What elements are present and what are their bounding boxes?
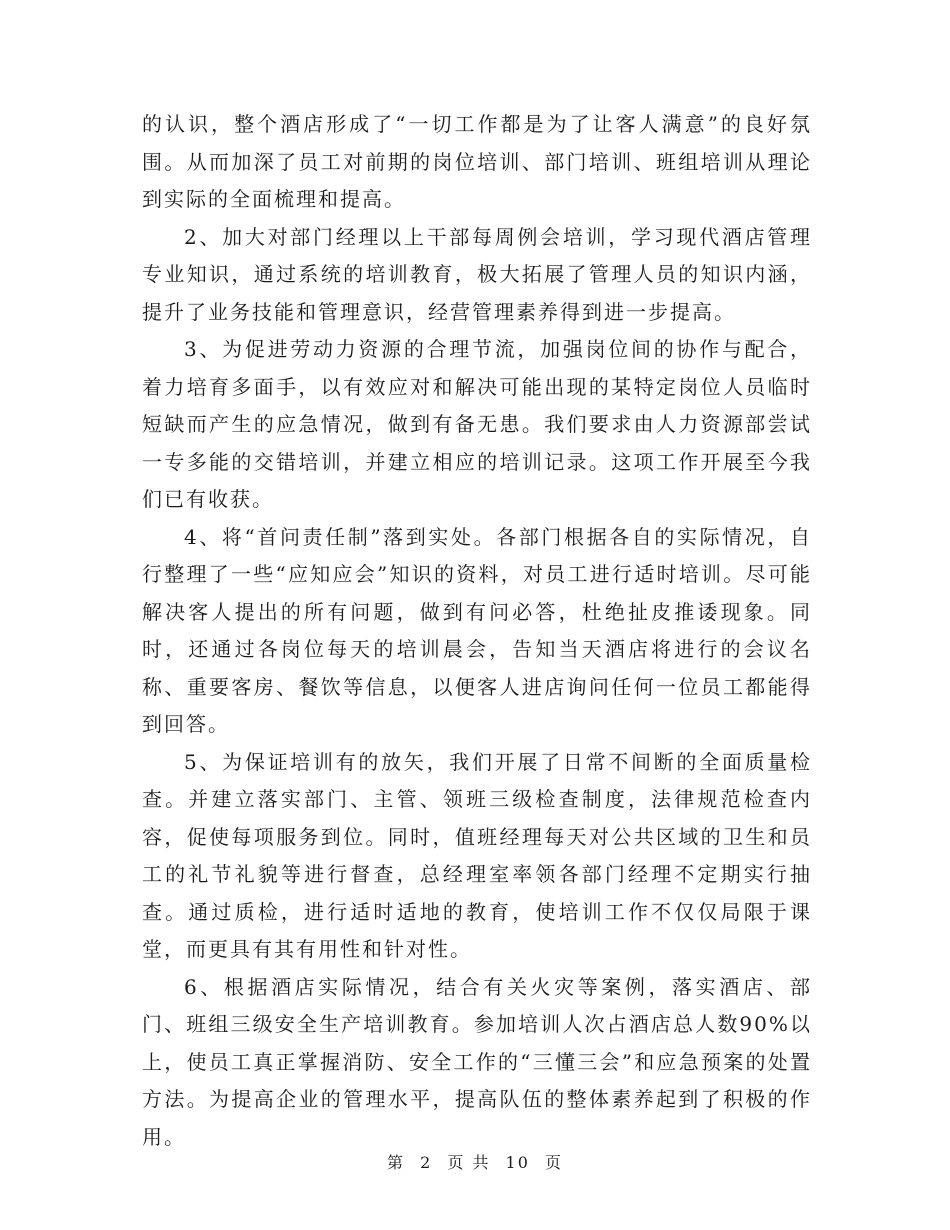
paragraph-item-2: 2、加大对部门经理以上干部每周例会培训，学习现代酒店管理专业知识，通过系统的培训教育，极大拓展了管理人员的知识内涵，提升了业务技能和管理意识，经营管理素养得到进一步提高。 <box>142 224 812 324</box>
paragraph-item-5: 5、为保证培训有的放矢，我们开展了日常不间断的全面质量检查。并建立落实部门、主管、领班三级检查制度，法律规范检查内容，促使每项服务到位。同时，值班经理每天对公共区域的卫生和员工的礼节礼貌等进行督查，总经理室率领各部门经理不定期实行抽查。通过质检，进行适时适地的教育，使培训工作不仅仅局限于课堂，而更具有其有用性和针对性。 <box>142 749 812 961</box>
paragraph-item-3: 3、为促进劳动力资源的合理节流，加强岗位间的协作与配合，着力培育多面手，以有效应对和解决可能出现的某特定岗位人员临时短缺而产生的应急情况，做到有备无患。我们要求由人力资源部尝试一专多能的交错培训，并建立相应的培训记录。这项工作开展至今我们已有收获。 <box>142 337 812 511</box>
footer-page-number: 2 <box>420 1153 433 1172</box>
page-footer <box>0 1150 950 1173</box>
paragraph-item-6: 6、根据酒店实际情况，结合有关火灾等案例，落实酒店、部门、班组三级安全生产培训教育。参加培训人次占酒店总人数90%以上，使员工真正掌握消防、安全工作的“三懂三会”和应急预案的处置方法。为提高企业的管理水平，提高队伍的整体素养起到了积极的作用。 <box>142 974 812 1149</box>
paragraph-continuation: 的认识，整个酒店形成了“一切工作都是为了让客人满意”的良好氛围。从而加深了员工对前期的岗位培训、部门培训、班组培训从理论到实际的全面梳理和提高。 <box>142 112 812 211</box>
footer-prefix: 第 <box>386 1153 405 1172</box>
footer-middle: 页 共 <box>447 1153 491 1172</box>
document-body <box>142 106 812 1156</box>
footer-suffix: 页 <box>545 1153 564 1172</box>
footer-total-pages: 10 <box>505 1153 530 1172</box>
paragraph-item-4: 4、将“首问责任制”落到实处。各部门根据各自的实际情况，自行整理了一些“应知应会”知识的资料，对员工进行适时培训。尽可能解决客人提出的所有问题，做到有问必答，杜绝扯皮推诿现象。同时，还通过各岗位每天的培训晨会，告知当天酒店将进行的会议名称、重要客房、餐饮等信息，以便客人进店询问任何一位员工都能得到回答。 <box>142 524 812 736</box>
